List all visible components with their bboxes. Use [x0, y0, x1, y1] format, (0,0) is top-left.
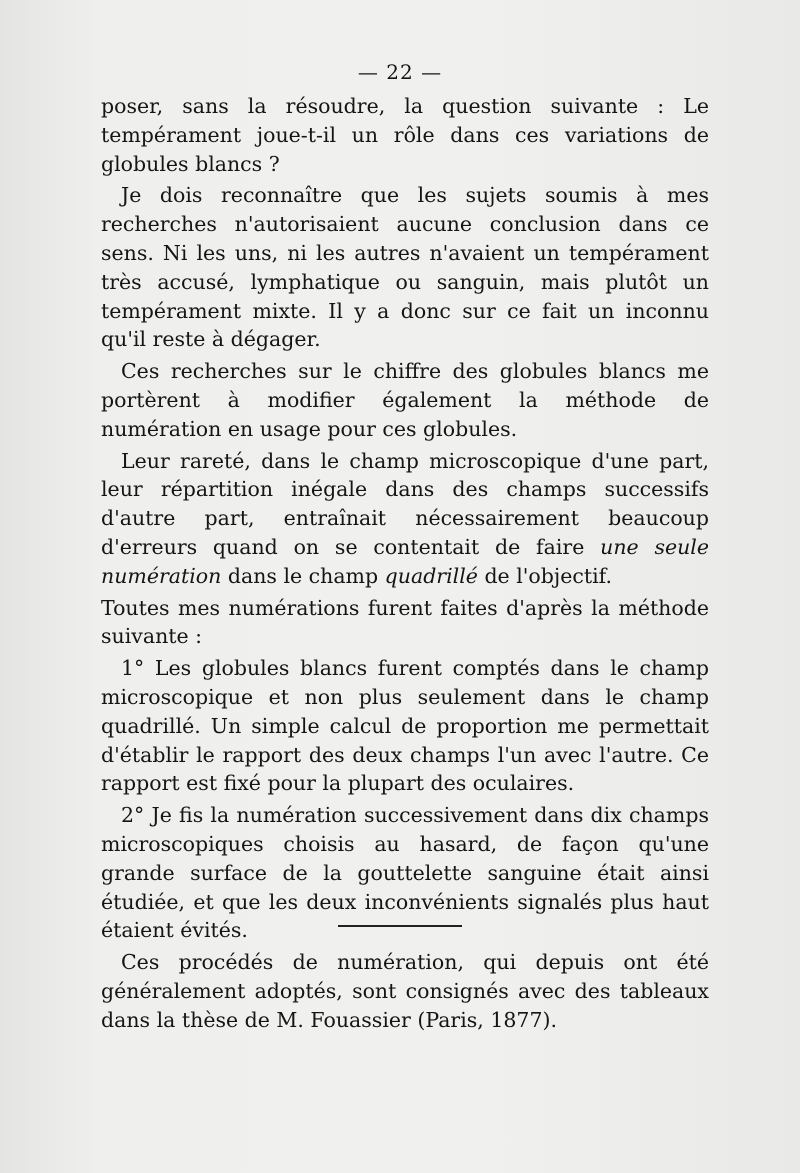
paragraph: 2° Je fis la numération successivement dans dix champs microscopiques choisis au hasard, de façon qu'une grande surface de la gouttelette sanguine était ainsi étudiée, et que les deux inconvénients signalés plus haut étaient évités. — [101, 803, 709, 943]
paragraph — [101, 447, 709, 591]
italic-word: quadrillé — [384, 563, 478, 588]
paragraph: 1° Les globules blancs furent comptés dans le champ microscopique et non plus seulement dans le champ quadrillé. Un simple calcul de proportion me permettait d'établir le rapport des deux champs l'un avec l'autre. Ce rapport est fixé pour la plupart des oculaires. — [101, 656, 709, 796]
paragraph: Ces procédés de numération, qui depuis ont été généralement adoptés, sont consignés avec des tableaux dans la thèse de M. Fouassier (Paris, 1877). — [101, 950, 709, 1032]
paragraph-text: Leur rareté, dans le champ microscopique d'une part, leur répartition inégale dans des champs successifs d'autre part, entraînait nécessairement beaucoup d'erreurs quand on se contentait de faire — [101, 448, 709, 559]
paragraph-text: dans le champ — [221, 563, 385, 588]
paragraph: Je dois reconnaître que les sujets soumis à mes recherches n'autorisaient aucune conclusion dans ce sens. Ni les uns, ni les autres n'avaient un tempérament très accusé, lymphatique ou sanguin, mais plutôt un tempérament mixte. Il y a donc sur ce fait un inconnu qu'il reste à dégager. — [101, 183, 709, 352]
italic-phrase: une seule numération — [101, 534, 709, 588]
paragraph-text: de l'objectif. — [477, 563, 613, 588]
end-rule — [338, 925, 462, 927]
paragraph: Ces recherches sur le chiffre des globules blancs me portèrent à modifier également la méthode de numération en usage pour ces globules. — [101, 359, 709, 441]
page-number: — 22 — — [357, 60, 443, 84]
body-text — [101, 92, 709, 1038]
paragraph: Toutes mes numérations furent faites d'après la méthode suivante : — [101, 595, 709, 649]
paragraph: poser, sans la résoudre, la question suivante : Le tempérament joue-t-il un rôle dans ces variations de globules blancs ? — [101, 94, 709, 176]
